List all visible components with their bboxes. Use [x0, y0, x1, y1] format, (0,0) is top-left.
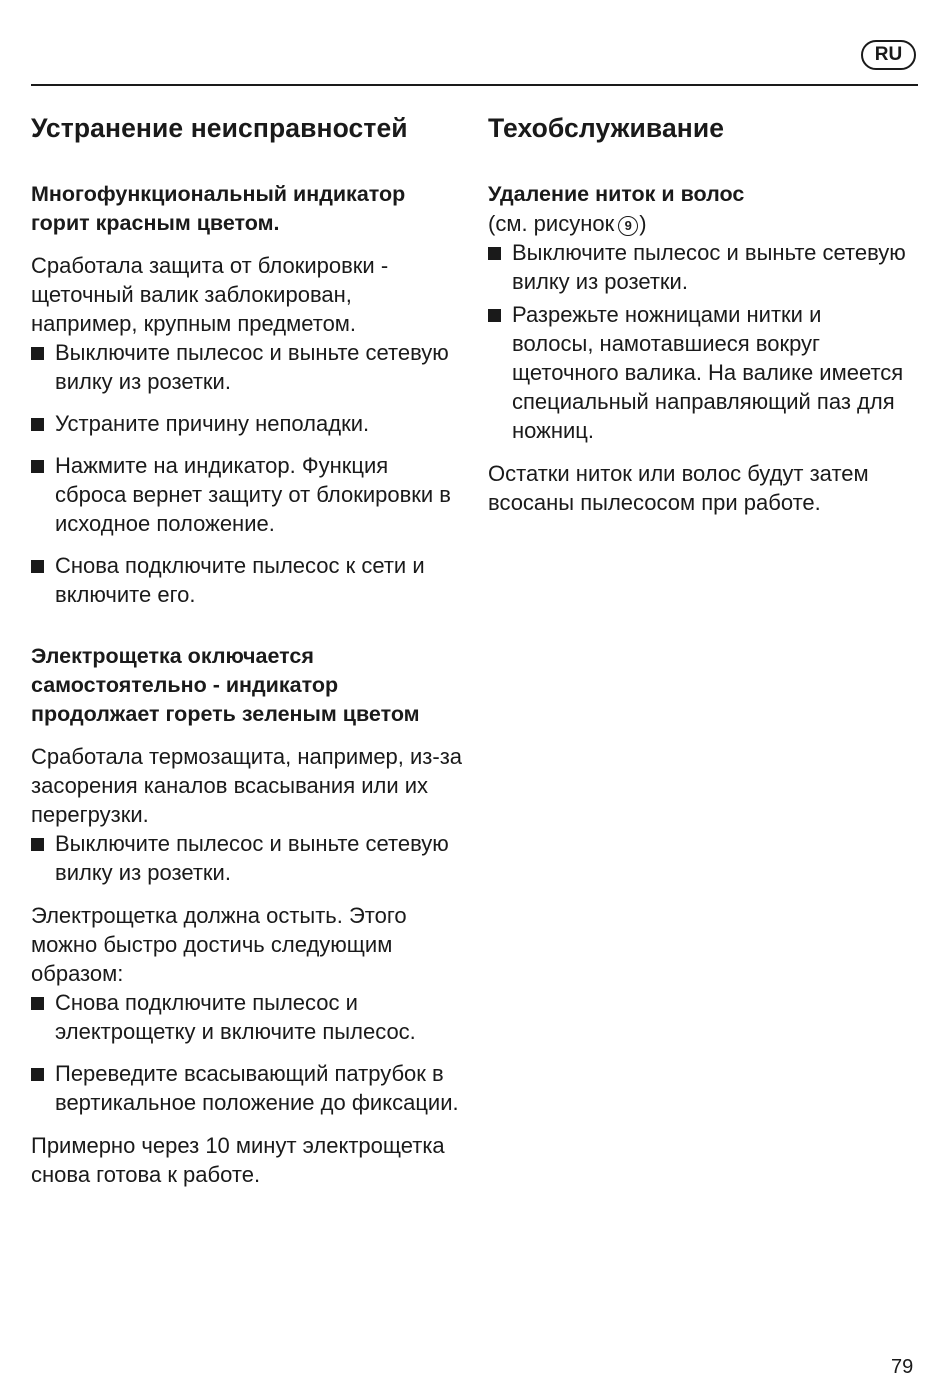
figure-reference: (см. рисунок 9 ) [488, 211, 647, 236]
bullet-square-icon [31, 997, 44, 1010]
list-item: Выключите пылесос и выньте сетевую вилку из розетки. [31, 829, 463, 887]
thread-removal-heading: Удаление ниток и волос [488, 182, 745, 206]
bullet-square-icon [488, 309, 501, 322]
maintenance-title: Техобслуживание [488, 113, 725, 143]
list-item: Нажмите на индикатор. Функция сброса вернет защиту от блокировки в исходное положение. [31, 451, 463, 538]
list-item: Выключите пылесос и выньте сетевую вилку из розетки. [31, 338, 463, 396]
brush-off-outro: Примерно через 10 минут электрощетка снова готова к работе. [31, 1133, 445, 1187]
list-item: Снова подключите пылесос и электрощетку и включите пылесос. [31, 988, 463, 1046]
thread-removal-steps [488, 238, 908, 445]
thread-removal-outro: Остатки ниток или волос будут затем всосаны пылесосом при работе. [488, 461, 869, 515]
brush-off-heading: Электрощетка оключается самостоятельно - индикатор продолжает гореть зеленым цветом [31, 644, 420, 726]
troubleshooting-title: Устранение неисправностей [31, 113, 408, 143]
figure-number-badge: 9 [618, 216, 638, 236]
brush-off-middle: Электрощетка должна остыть. Этого можно быстро достичь следующим образом: [31, 903, 407, 986]
bullet-square-icon [31, 838, 44, 851]
language-badge: RU [861, 40, 916, 70]
red-indicator-steps [31, 338, 463, 609]
bullet-square-icon [31, 418, 44, 431]
page-number: 79 [891, 1356, 914, 1378]
brush-off-intro: Сработала термозащита, например, из-за засорения каналов всасывания или их перегрузки. [31, 744, 463, 827]
list-item: Устраните причину неполадки. [31, 409, 463, 438]
list-item: Переведите всасывающий патрубок в вертикальное положение до фиксации. [31, 1059, 463, 1117]
header-divider [31, 84, 918, 86]
list-item: Выключите пылесос и выньте сетевую вилку из розетки. [488, 238, 908, 296]
brush-off-steps-a [31, 829, 463, 887]
list-item: Снова подключите пылесос к сети и включите его. [31, 551, 463, 609]
maintenance-column [488, 108, 908, 517]
troubleshooting-column [31, 108, 463, 1189]
list-item: Разрежьте ножницами нитки и волосы, намотавшиеся вокруг щеточного валика. На валике имеется специальный направляющий паз для ножниц. [488, 300, 908, 445]
bullet-square-icon [488, 247, 501, 260]
bullet-square-icon [31, 560, 44, 573]
brush-off-steps-b [31, 988, 463, 1117]
bullet-square-icon [31, 460, 44, 473]
red-indicator-heading: Многофункциональный индикатор горит красным цветом. [31, 182, 406, 235]
red-indicator-intro: Сработала защита от блокировки - щеточный валик заблокирован, например, крупным предметом. [31, 253, 389, 336]
bullet-square-icon [31, 1068, 44, 1081]
bullet-square-icon [31, 347, 44, 360]
